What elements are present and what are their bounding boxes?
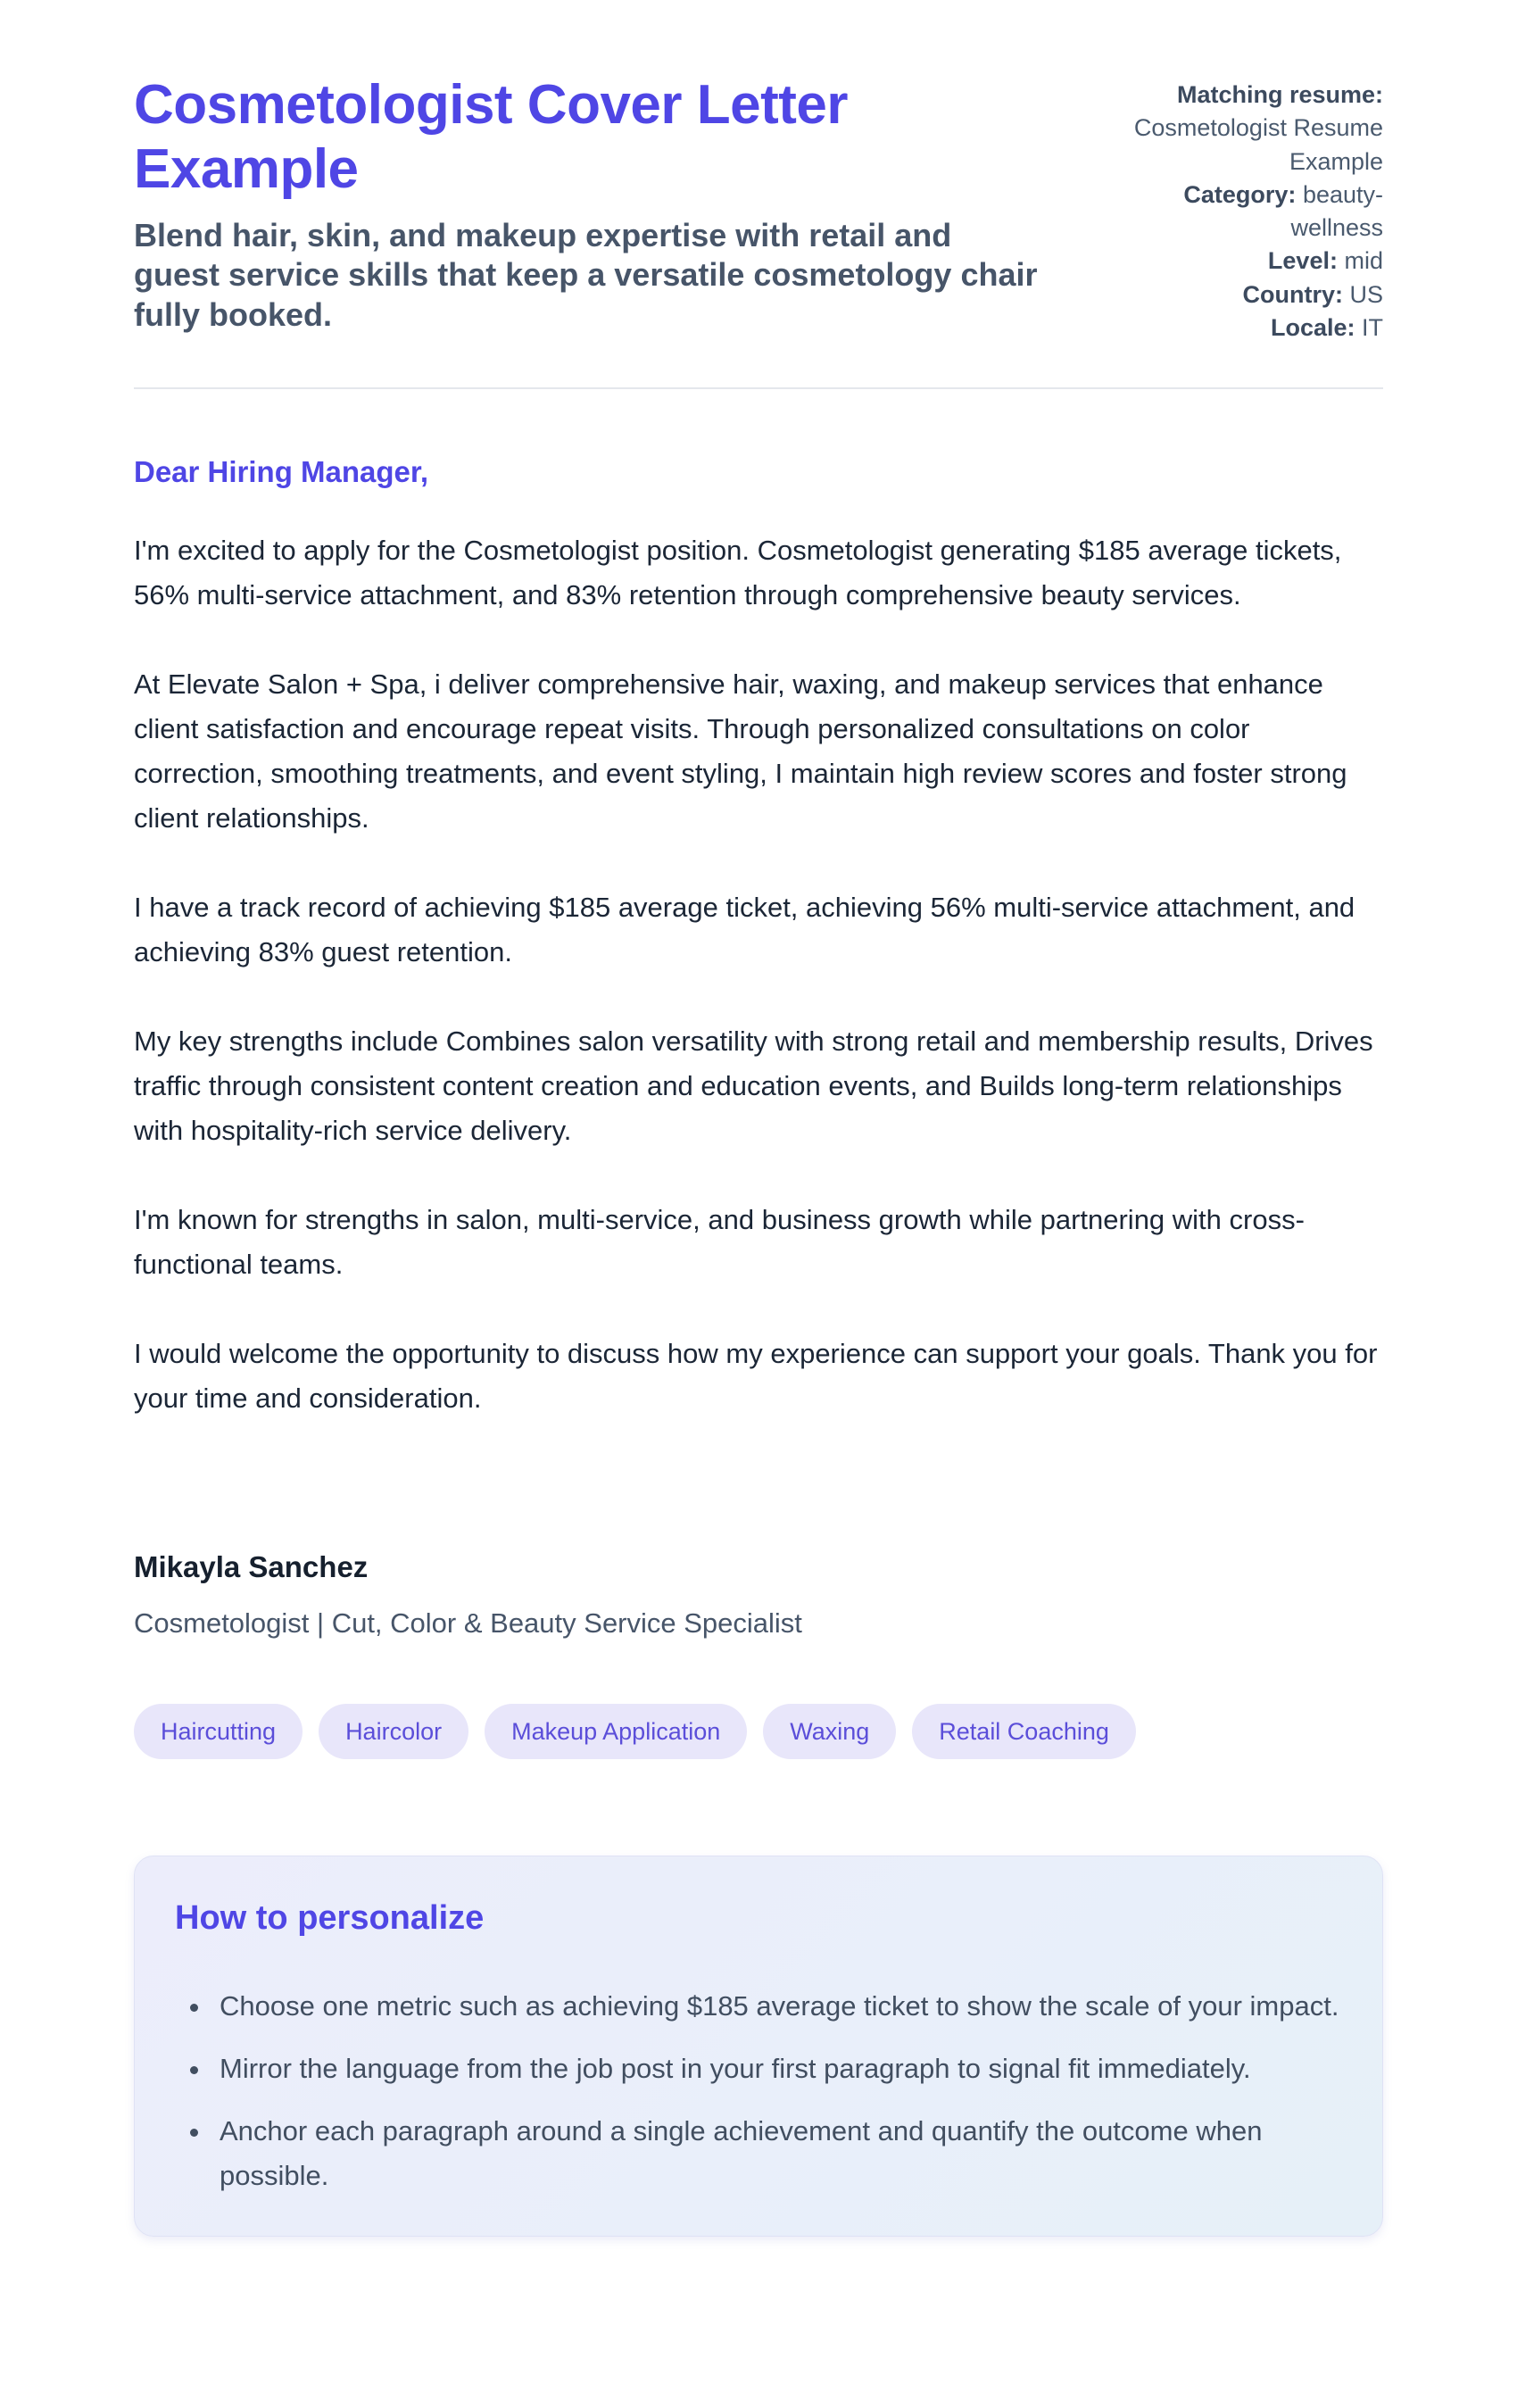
meta-category bbox=[1115, 179, 1383, 245]
page-subtitle: Blend hair, skin, and makeup expertise with retail and guest service skills that keep a versatile cosmetology chair fully booked. bbox=[134, 216, 1038, 334]
letter-paragraph: I have a track record of achieving $185 average ticket, achieving 56% multi-service attachment, and achieving 83% guest retention. bbox=[134, 892, 1355, 967]
personalize-list bbox=[175, 1984, 1342, 2198]
signature-role: Cosmetologist | Cut, Color & Beauty Service Specialist bbox=[134, 1607, 802, 1639]
personalize-tip: • Anchor each paragraph around a single achievement and quantify the outcome when possible. bbox=[212, 2109, 1342, 2198]
tag-retail-coaching[interactable]: Retail Coaching bbox=[912, 1704, 1136, 1759]
header bbox=[134, 73, 1383, 345]
page-title: Cosmetologist Cover Letter Example bbox=[134, 74, 849, 200]
tag-haircutting[interactable]: Haircutting bbox=[134, 1704, 303, 1759]
tag-haircolor[interactable]: Haircolor bbox=[319, 1704, 468, 1759]
signature-name: Mikayla Sanchez bbox=[134, 1550, 369, 1583]
meta-country bbox=[1115, 278, 1383, 311]
meta-matching-resume-label: Matching resume: bbox=[1176, 81, 1383, 108]
meta-panel bbox=[1115, 79, 1383, 345]
meta-country-label: Country: bbox=[1242, 280, 1343, 308]
personalize-box bbox=[134, 1856, 1383, 2237]
meta-category-value: beauty-wellness bbox=[1290, 180, 1383, 241]
personalize-tip: • Choose one metric such as achieving $185 average ticket to show the scale of your impact. bbox=[212, 1984, 1342, 2029]
meta-matching-resume bbox=[1115, 79, 1383, 179]
meta-level-value: mid bbox=[1344, 247, 1383, 275]
salutation: Dear Hiring Manager, bbox=[134, 455, 429, 488]
meta-level bbox=[1115, 245, 1383, 278]
letter-paragraph: I'm known for strengths in salon, multi-service, and business growth while partnering with cross-functional teams. bbox=[134, 1204, 1305, 1280]
header-title-block bbox=[134, 73, 1044, 336]
personalize-title: How to personalize bbox=[175, 1899, 485, 1938]
tag-waxing[interactable]: Waxing bbox=[763, 1704, 896, 1759]
tag-makeup-application[interactable]: Makeup Application bbox=[485, 1704, 747, 1759]
tag-list bbox=[134, 1704, 1383, 1759]
letter-paragraph: My key strengths include Combines salon versatility with strong retail and membership results, Drives traffic through consistent content creation and education events, and Builds long-term relationships with hospitality-rich service delivery. bbox=[134, 1025, 1373, 1146]
personalize-tip: • Mirror the language from the job post in your first paragraph to signal fit immediately. bbox=[212, 2047, 1342, 2091]
letter-body bbox=[134, 455, 1383, 2237]
letter-paragraph: I would welcome the opportunity to discuss how my experience can support your goals. Thank you for your time and consideration. bbox=[134, 1338, 1378, 1414]
letter-paragraph: I'm excited to apply for the Cosmetologist position. Cosmetologist generating $185 average tickets, 56% multi-service attachment, and 83% retention through comprehensive beauty services. bbox=[134, 535, 1342, 610]
meta-category-label: Category: bbox=[1183, 180, 1297, 208]
meta-level-label: Level: bbox=[1267, 247, 1338, 275]
header-divider bbox=[134, 387, 1383, 389]
meta-country-value: US bbox=[1349, 280, 1383, 308]
meta-locale-label: Locale: bbox=[1270, 313, 1355, 341]
meta-locale-value: IT bbox=[1362, 313, 1383, 341]
meta-locale bbox=[1115, 311, 1383, 345]
meta-matching-resume-value: Cosmetologist Resume Example bbox=[1133, 114, 1383, 175]
letter-paragraph: At Elevate Salon + Spa, i deliver comprehensive hair, waxing, and makeup services that enhance client satisfaction and encourage repeat visits. Through personalized consultations on color correction, smoothing treatments, and event styling, I maintain high review scores and foster strong client relationships. bbox=[134, 668, 1347, 834]
